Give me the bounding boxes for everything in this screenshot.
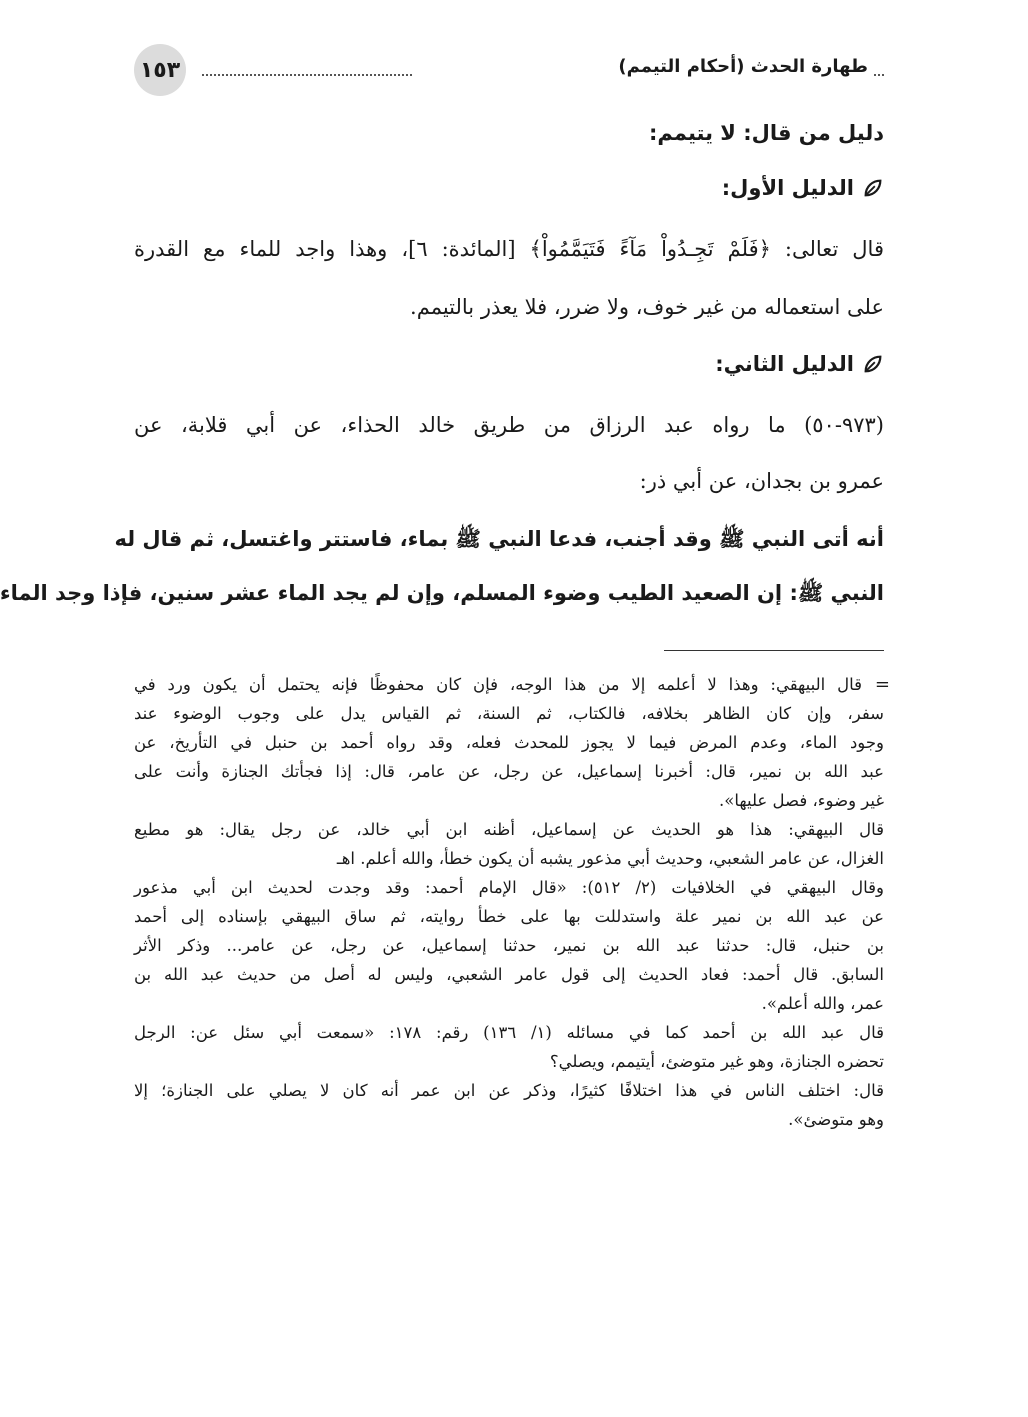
footnote-line: وجود الماء، وعدم المرض فيما لا يجوز للمحدث فعله، وقد رواه أحمد بن حنبل في التأريخ، عن <box>134 733 884 752</box>
evidence-2-line-2: عمرو بن بجدان، عن أبي ذر: <box>639 469 884 493</box>
footnote-separator <box>664 650 884 651</box>
footnote-line: الغزال، عن عامر الشعبي، وحديث أبي مذعور يشبه أن يكون خطأ، والله أعلم. اهـ <box>336 849 884 868</box>
evidence-1-line-1-end: [المائدة: ٦]، وهذا واجد للماء مع القدرة <box>134 237 530 261</box>
hadith-line-1: أنه أتى النبي ﷺ وقد أجنب، فدعا النبي ﷺ بماء، فاستتر واغتسل، ثم قال له <box>114 527 884 551</box>
footnote-block <box>134 670 890 1134</box>
footnote-line: عمر، والله أعلم». <box>761 994 884 1013</box>
evidence-2-line-1: (٩٧٣-٥٠) ما رواه عبد الرزاق من طريق خالد الحذاء، عن أبي قلابة، عن <box>134 413 884 437</box>
second-evidence-heading <box>715 352 884 376</box>
footnote-line: قال عبد الله بن أحمد كما في مسائله (١/ ١٣٦) رقم: ١٧٨: «سمعت أبي سئل عن: الرجل <box>134 1023 885 1042</box>
header-dotted-leader-left <box>202 74 412 76</box>
quran-verse: ﴿فَلَمْ تَجِـدُواْ مَآءً فَتَيَمَّمُواْ﴾ <box>529 237 771 261</box>
first-evidence-heading <box>722 176 884 200</box>
evidence-1-intro: قال تعالى: <box>770 237 884 261</box>
header-dotted-leader-right <box>874 74 884 76</box>
leaf-ornament-icon <box>862 177 884 199</box>
footnote-line: بن حنبل، قال: حدثنا عبد الله بن نمير، حدثنا إسماعيل، عن رجل، عن عامر... وذكر الأثر <box>134 936 884 955</box>
footnote-line: وقال البيهقي في الخلافيات (٢/ ٥١٢): «قال الإمام أحمد: وقد وجدت لحديث ابن أبي مذعور <box>134 878 884 897</box>
footnote-line: عبد الله بن نمير، قال: أخبرنا إسماعيل، عن رجل، عن عامر، قال: إذا فجأتك الجنازة وأنت على <box>134 762 884 781</box>
footnote-line: السابق. قال أحمد: فعاد الحديث إلى قول عامر الشعبي، وليس له أصل من حديث عبد الله بن <box>134 965 884 984</box>
footnote-line: غير وضوء، فصل عليها». <box>719 791 884 810</box>
footnote-line: وهو متوضئ». <box>788 1110 884 1129</box>
first-evidence-heading-text: الدليل الأول: <box>721 176 854 200</box>
hadith-line-2: النبي ﷺ: إن الصعيد الطيب وضوء المسلم، وإن لم يجد الماء عشر سنين، فإذا وجد الماء <box>0 581 884 605</box>
leaf-ornament-icon <box>862 353 884 375</box>
running-title: طهارة الحدث (أحكام التيمم) <box>618 56 868 77</box>
footnote-line: قال: اختلف الناس في هذا اختلافًا كثيرًا، وذكر عن ابن عمر أنه كان لا يصلي على الجنازة؛ إلا <box>134 1081 884 1100</box>
evidence-1-line-2: على استعماله من غير خوف، ولا ضرر، فلا يعذر بالتيمم. <box>410 295 884 319</box>
footnote-line: قال البيهقي: هذا هو الحديث عن إسماعيل، أظنه ابن أبي خالد، عن رجل يقال: هو مطيع <box>134 820 884 839</box>
footnote-line: سفر، وإن كان الظاهر بخلافه، فالكتاب، ثم السنة، ثم القياس يدل على وجوب الوضوء عند <box>134 704 884 723</box>
footnote-continuation-mark: = <box>874 674 890 695</box>
page-number-badge: ١٥٣ <box>134 44 186 96</box>
footnote-line: عن عبد الله بن نمير علة واستدللت بها على خطأ روايته، ثم ساق البيهقي بإسناده إلى أحمد <box>134 907 884 926</box>
section-title: دليل من قال: لا يتيمم: <box>649 121 884 145</box>
page-header <box>134 44 884 100</box>
second-evidence-heading-text: الدليل الثاني: <box>715 352 854 376</box>
footnote-line: قال البيهقي: وهذا لا أعلمه إلا من هذا الوجه، فإن كان محفوظًا فإنه يحتمل أن يكون ورد في <box>134 675 862 694</box>
evidence-1-line-1 <box>134 234 884 264</box>
footnote-line: تحضره الجنازة، وهو غير متوضئ، أيتيمم، ويصلي؟ <box>549 1052 884 1071</box>
